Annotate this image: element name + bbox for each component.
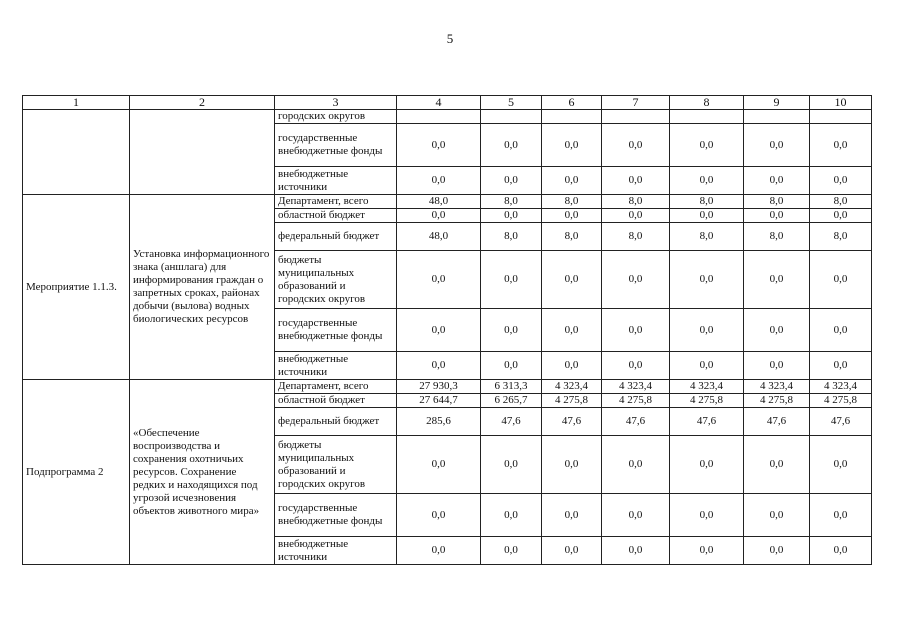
value-cell [481,110,542,124]
value-cell: 8,0 [744,223,810,251]
funding-source-cell: государственные внебюджетные фонды [275,124,397,167]
value-cell: 285,6 [397,408,481,436]
value-cell: 27 930,3 [397,380,481,394]
value-cell: 4 275,8 [542,394,602,408]
value-cell [397,110,481,124]
column-header: 7 [602,96,670,110]
value-cell: 4 275,8 [810,394,872,408]
value-cell [744,110,810,124]
value-cell: 0,0 [481,494,542,537]
funding-source-cell: Департамент, всего [275,380,397,394]
value-cell: 47,6 [602,408,670,436]
funding-source-cell: внебюджетные источники [275,537,397,565]
funding-source-cell: государственные внебюджетные фонды [275,494,397,537]
value-cell: 0,0 [810,251,872,309]
value-cell: 4 323,4 [744,380,810,394]
value-cell: 0,0 [670,436,744,494]
program-name-cell: Мероприятие 1.1.3. [23,195,130,380]
funding-source-cell: Департамент, всего [275,195,397,209]
table-body [23,110,872,565]
value-cell: 0,0 [602,124,670,167]
value-cell: 0,0 [481,209,542,223]
column-header: 10 [810,96,872,110]
page-number: 5 [446,31,454,46]
value-cell: 0,0 [670,167,744,195]
value-cell: 0,0 [397,124,481,167]
value-cell: 0,0 [744,251,810,309]
value-cell: 0,0 [744,352,810,380]
value-cell: 0,0 [542,537,602,565]
value-cell: 8,0 [481,195,542,209]
value-cell: 0,0 [542,352,602,380]
column-header: 9 [744,96,810,110]
value-cell: 47,6 [810,408,872,436]
value-cell: 0,0 [397,209,481,223]
value-cell: 0,0 [744,124,810,167]
value-cell [670,110,744,124]
value-cell: 0,0 [481,251,542,309]
value-cell: 0,0 [810,436,872,494]
value-cell: 48,0 [397,195,481,209]
value-cell: 0,0 [397,494,481,537]
value-cell: 47,6 [542,408,602,436]
value-cell: 0,0 [602,251,670,309]
value-cell: 0,0 [670,209,744,223]
value-cell: 0,0 [397,167,481,195]
value-cell: 4 275,8 [670,394,744,408]
value-cell: 0,0 [744,537,810,565]
funding-source-cell: федеральный бюджет [275,408,397,436]
value-cell: 0,0 [602,494,670,537]
value-cell: 8,0 [810,195,872,209]
value-cell: 27 644,7 [397,394,481,408]
value-cell: 4 323,4 [810,380,872,394]
value-cell [602,110,670,124]
value-cell: 0,0 [670,537,744,565]
value-cell: 4 323,4 [602,380,670,394]
value-cell: 0,0 [810,167,872,195]
value-cell: 8,0 [670,223,744,251]
column-header: 6 [542,96,602,110]
table-row [23,110,872,124]
value-cell: 0,0 [810,124,872,167]
value-cell: 0,0 [397,309,481,352]
column-header: 1 [23,96,130,110]
value-cell: 0,0 [810,352,872,380]
funding-source-cell: государственные внебюджетные фонды [275,309,397,352]
value-cell: 8,0 [602,195,670,209]
funding-source-cell: федеральный бюджет [275,223,397,251]
funding-source-cell: бюджеты муниципальных образований и городских округов [275,251,397,309]
value-cell: 0,0 [542,209,602,223]
value-cell: 0,0 [810,309,872,352]
value-cell: 0,0 [744,494,810,537]
budget-table [22,95,872,565]
value-cell: 0,0 [481,309,542,352]
table-row [23,195,872,209]
column-header: 4 [397,96,481,110]
value-cell: 48,0 [397,223,481,251]
value-cell: 0,0 [481,167,542,195]
value-cell: 8,0 [481,223,542,251]
value-cell: 0,0 [670,251,744,309]
column-header: 5 [481,96,542,110]
value-cell: 0,0 [542,251,602,309]
value-cell: 6 313,3 [481,380,542,394]
value-cell: 0,0 [744,167,810,195]
program-title-cell: Установка информационного знака (аншлага) для информирования граждан о запретных сроках, районах добычи (вылова) водных биологических ресурсов [130,195,275,380]
header-row [23,96,872,110]
program-name-cell: Подпрограмма 2 [23,380,130,565]
value-cell: 0,0 [744,436,810,494]
funding-source-cell: областной бюджет [275,394,397,408]
value-cell: 4 323,4 [542,380,602,394]
value-cell: 0,0 [602,167,670,195]
value-cell: 0,0 [810,494,872,537]
column-header: 3 [275,96,397,110]
value-cell: 0,0 [542,436,602,494]
value-cell: 0,0 [481,537,542,565]
value-cell: 4 275,8 [744,394,810,408]
column-header: 8 [670,96,744,110]
value-cell: 8,0 [744,195,810,209]
funding-source-cell: внебюджетные источники [275,167,397,195]
value-cell: 0,0 [397,436,481,494]
value-cell: 0,0 [810,209,872,223]
value-cell: 0,0 [670,124,744,167]
value-cell: 0,0 [810,537,872,565]
value-cell: 0,0 [670,352,744,380]
value-cell: 0,0 [397,251,481,309]
empty-name-cell [23,110,130,195]
value-cell: 0,0 [602,352,670,380]
value-cell: 0,0 [744,309,810,352]
value-cell: 0,0 [397,352,481,380]
value-cell: 0,0 [481,352,542,380]
value-cell: 0,0 [670,494,744,537]
value-cell: 0,0 [542,494,602,537]
value-cell: 8,0 [670,195,744,209]
value-cell: 0,0 [602,309,670,352]
value-cell: 6 265,7 [481,394,542,408]
value-cell: 4 275,8 [602,394,670,408]
value-cell: 0,0 [481,436,542,494]
value-cell: 4 323,4 [670,380,744,394]
value-cell: 0,0 [602,436,670,494]
value-cell: 47,6 [670,408,744,436]
funding-source-cell: внебюджетные источники [275,352,397,380]
column-header: 2 [130,96,275,110]
value-cell [542,110,602,124]
value-cell: 47,6 [744,408,810,436]
value-cell: 8,0 [602,223,670,251]
value-cell: 8,0 [542,195,602,209]
value-cell: 0,0 [602,209,670,223]
value-cell: 47,6 [481,408,542,436]
value-cell: 0,0 [397,537,481,565]
empty-title-cell [130,110,275,195]
funding-source-cell: городских округов [275,110,397,124]
value-cell: 0,0 [481,124,542,167]
value-cell: 0,0 [542,309,602,352]
funding-source-cell: бюджеты муниципальных образований и городских округов [275,436,397,494]
value-cell [810,110,872,124]
table-row [23,380,872,394]
funding-source-cell: областной бюджет [275,209,397,223]
value-cell: 8,0 [542,223,602,251]
value-cell: 0,0 [542,167,602,195]
program-title-cell: «Обеспечение воспроизводства и сохранения охотничьих ресурсов. Сохранение редких и находящихся под угрозой исчезновения объектов животного мира» [130,380,275,565]
value-cell: 0,0 [744,209,810,223]
value-cell: 0,0 [670,309,744,352]
value-cell: 8,0 [810,223,872,251]
value-cell: 0,0 [542,124,602,167]
value-cell: 0,0 [602,537,670,565]
